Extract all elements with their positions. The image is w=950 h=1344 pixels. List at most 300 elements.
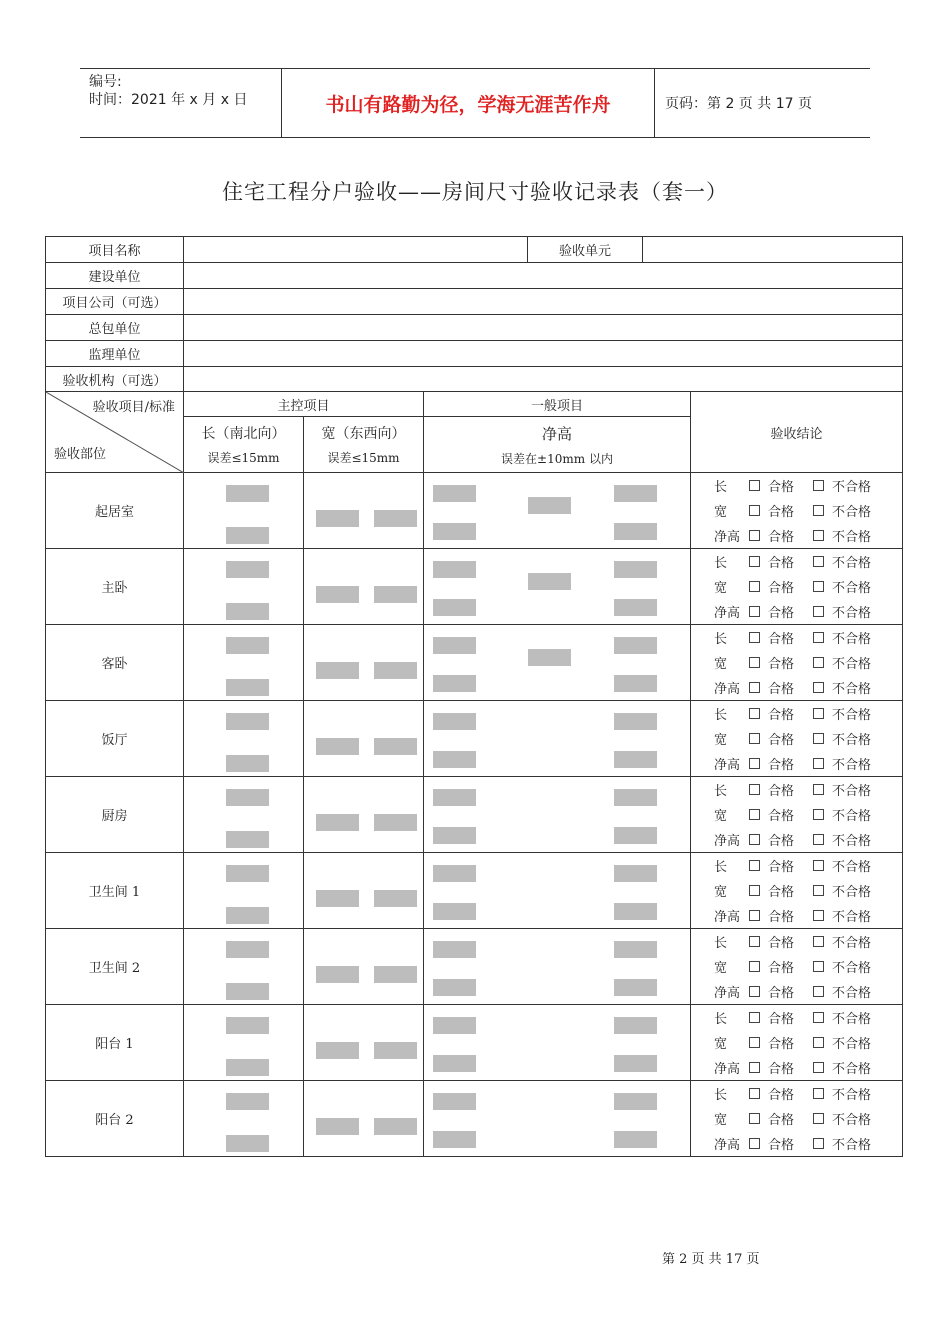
field-acceptance-unit[interactable] bbox=[643, 237, 903, 263]
measure-mark bbox=[614, 675, 657, 692]
width-cell[interactable] bbox=[304, 929, 424, 1005]
width-label: 宽（东西向） bbox=[321, 426, 406, 442]
conclusion-cell bbox=[691, 701, 903, 777]
code-label: 编号: bbox=[89, 74, 122, 90]
checkbox-icon[interactable] bbox=[813, 961, 824, 972]
fail-label: 不合格 bbox=[832, 682, 872, 697]
pass-label: 合格 bbox=[768, 1113, 795, 1128]
conclusion-cell bbox=[691, 625, 903, 701]
conclusion-row-height bbox=[691, 903, 902, 928]
fail-label: 不合格 bbox=[832, 505, 872, 520]
page-title: 住宅工程分户验收——房间尺寸验收记录表（套一） bbox=[222, 180, 728, 204]
pass-option[interactable] bbox=[749, 780, 813, 799]
conclusion-row-length bbox=[691, 1005, 902, 1030]
measure-mark bbox=[433, 865, 476, 882]
pass-option[interactable] bbox=[749, 729, 813, 748]
fail-label: 不合格 bbox=[832, 581, 872, 596]
length-cell[interactable] bbox=[184, 549, 304, 625]
conclusion-row-width bbox=[691, 1030, 902, 1055]
pass-option[interactable] bbox=[749, 704, 813, 723]
checkbox-icon[interactable] bbox=[749, 530, 760, 541]
room-rows bbox=[46, 473, 903, 1157]
conclusion-item-label: 宽 bbox=[714, 1037, 728, 1052]
height-cell[interactable] bbox=[424, 777, 691, 853]
checkbox-icon[interactable] bbox=[813, 530, 824, 541]
width-cell[interactable] bbox=[304, 1081, 424, 1157]
height-cell[interactable] bbox=[424, 625, 691, 701]
main-control-header: 主控项目 bbox=[184, 392, 424, 417]
conclusion-row-width bbox=[691, 574, 902, 599]
conclusion-item-label: 净高 bbox=[714, 682, 741, 697]
fail-option[interactable] bbox=[813, 906, 871, 925]
fail-label: 不合格 bbox=[832, 708, 872, 723]
measure-mark bbox=[433, 789, 476, 806]
checkbox-icon[interactable] bbox=[813, 910, 824, 921]
conclusion-row-width bbox=[691, 726, 902, 751]
checkbox-icon[interactable] bbox=[749, 708, 760, 719]
width-cell[interactable] bbox=[304, 549, 424, 625]
conclusion-cell bbox=[691, 929, 903, 1005]
checkbox-icon[interactable] bbox=[813, 480, 824, 491]
checkbox-icon[interactable] bbox=[749, 961, 760, 972]
measure-mark bbox=[316, 1042, 359, 1059]
checkbox-icon[interactable] bbox=[813, 682, 824, 693]
fail-option[interactable] bbox=[813, 1084, 871, 1103]
checkbox-icon[interactable] bbox=[749, 910, 760, 921]
pass-option[interactable] bbox=[749, 678, 813, 697]
pass-label: 合格 bbox=[768, 834, 795, 849]
fail-option[interactable] bbox=[813, 1134, 871, 1153]
length-cell[interactable] bbox=[184, 929, 304, 1005]
conclusion-item-label: 净高 bbox=[714, 606, 741, 621]
height-cell[interactable] bbox=[424, 549, 691, 625]
conclusion-item-label: 净高 bbox=[714, 910, 741, 925]
pass-option[interactable] bbox=[749, 1008, 813, 1027]
pass-label: 合格 bbox=[768, 860, 795, 875]
fail-option[interactable] bbox=[813, 754, 871, 773]
conclusion-item-label: 宽 bbox=[714, 961, 728, 976]
measure-mark bbox=[316, 814, 359, 831]
measure-mark bbox=[226, 637, 269, 654]
width-cell[interactable] bbox=[304, 1005, 424, 1081]
width-cell[interactable] bbox=[304, 701, 424, 777]
pass-label: 合格 bbox=[768, 682, 795, 697]
pass-label: 合格 bbox=[768, 733, 795, 748]
pass-label: 合格 bbox=[768, 784, 795, 799]
pass-label: 合格 bbox=[768, 910, 795, 925]
pass-label: 合格 bbox=[768, 1088, 795, 1103]
measure-mark bbox=[316, 586, 359, 603]
measure-mark bbox=[316, 1118, 359, 1135]
fail-option[interactable] bbox=[813, 881, 871, 900]
measure-mark bbox=[226, 527, 269, 544]
fail-label: 不合格 bbox=[832, 936, 872, 951]
measure-mark bbox=[614, 1017, 657, 1034]
document-header bbox=[80, 68, 870, 138]
length-cell[interactable] bbox=[184, 1081, 304, 1157]
checkbox-icon[interactable] bbox=[813, 657, 824, 668]
conclusion-row-height bbox=[691, 751, 902, 776]
conclusion-row-length bbox=[691, 853, 902, 878]
fail-option[interactable] bbox=[813, 653, 871, 672]
measure-mark bbox=[433, 1055, 476, 1072]
checkbox-icon[interactable] bbox=[813, 505, 824, 516]
conclusion-row-height bbox=[691, 675, 902, 700]
pass-option[interactable] bbox=[749, 1033, 813, 1052]
checkbox-icon[interactable] bbox=[749, 834, 760, 845]
room-name: 客卧 bbox=[46, 625, 184, 701]
measure-mark bbox=[528, 497, 571, 514]
pass-option[interactable] bbox=[749, 830, 813, 849]
pass-label: 合格 bbox=[768, 986, 795, 1001]
fail-option[interactable] bbox=[813, 552, 871, 571]
checkbox-icon[interactable] bbox=[813, 556, 824, 567]
pass-label: 合格 bbox=[768, 505, 795, 520]
checkbox-icon[interactable] bbox=[749, 986, 760, 997]
pass-label: 合格 bbox=[768, 632, 795, 647]
pass-label: 合格 bbox=[768, 1012, 795, 1027]
fail-option[interactable] bbox=[813, 476, 871, 495]
conclusion-row-width bbox=[691, 498, 902, 523]
checkbox-icon[interactable] bbox=[749, 657, 760, 668]
measure-mark bbox=[226, 561, 269, 578]
room-name: 卫生间 2 bbox=[46, 929, 184, 1005]
pass-option[interactable] bbox=[749, 501, 813, 520]
measure-mark bbox=[433, 1093, 476, 1110]
room-row bbox=[46, 625, 903, 701]
pass-label: 合格 bbox=[768, 1138, 795, 1153]
room-name: 饭厅 bbox=[46, 701, 184, 777]
pass-option[interactable] bbox=[749, 552, 813, 571]
header-motto: 书山有路勤为径，学海无涯苦作舟 bbox=[282, 69, 655, 137]
length-cell[interactable] bbox=[184, 701, 304, 777]
height-cell[interactable] bbox=[424, 701, 691, 777]
fail-option[interactable] bbox=[813, 780, 871, 799]
width-cell[interactable] bbox=[304, 777, 424, 853]
conclusion-item-label: 长 bbox=[714, 860, 728, 875]
checkbox-icon[interactable] bbox=[813, 758, 824, 769]
fail-option[interactable] bbox=[813, 982, 871, 1001]
measure-mark bbox=[226, 831, 269, 848]
checkbox-icon[interactable] bbox=[813, 581, 824, 592]
measure-mark bbox=[614, 561, 657, 578]
checkbox-icon[interactable] bbox=[813, 809, 824, 820]
diag-bottom-label: 验收部位 bbox=[54, 447, 107, 462]
checkbox-icon[interactable] bbox=[813, 885, 824, 896]
width-tolerance: 误差≤15mm bbox=[327, 451, 400, 465]
fail-option[interactable] bbox=[813, 957, 871, 976]
checkbox-icon[interactable] bbox=[749, 860, 760, 871]
checkbox-icon[interactable] bbox=[813, 733, 824, 744]
measure-mark bbox=[374, 890, 417, 907]
checkbox-icon[interactable] bbox=[749, 936, 760, 947]
fail-label: 不合格 bbox=[832, 834, 872, 849]
pass-option[interactable] bbox=[749, 602, 813, 621]
label-construction-unit: 建设单位 bbox=[46, 263, 184, 289]
length-cell[interactable] bbox=[184, 625, 304, 701]
checkbox-icon[interactable] bbox=[749, 809, 760, 820]
header-meta bbox=[80, 69, 282, 137]
measure-mark bbox=[433, 903, 476, 920]
checkbox-icon[interactable] bbox=[813, 860, 824, 871]
measure-mark bbox=[316, 966, 359, 983]
measure-mark bbox=[316, 662, 359, 679]
checkbox-icon[interactable] bbox=[813, 1037, 824, 1048]
conclusion-item-label: 长 bbox=[714, 480, 728, 495]
pass-option[interactable] bbox=[749, 1109, 813, 1128]
checkbox-icon[interactable] bbox=[749, 1138, 760, 1149]
height-cell[interactable] bbox=[424, 1005, 691, 1081]
checkbox-icon[interactable] bbox=[749, 1088, 760, 1099]
fail-option[interactable] bbox=[813, 1008, 871, 1027]
checkbox-icon[interactable] bbox=[813, 784, 824, 795]
length-cell[interactable] bbox=[184, 853, 304, 929]
fail-option[interactable] bbox=[813, 526, 871, 545]
checkbox-icon[interactable] bbox=[813, 936, 824, 947]
checkbox-icon[interactable] bbox=[749, 758, 760, 769]
length-label: 长（南北向） bbox=[201, 426, 286, 442]
measure-mark bbox=[433, 675, 476, 692]
measure-mark bbox=[226, 713, 269, 730]
checkbox-icon[interactable] bbox=[749, 784, 760, 795]
checkbox-icon[interactable] bbox=[749, 1062, 760, 1073]
height-header bbox=[424, 417, 691, 473]
checkbox-icon[interactable] bbox=[813, 708, 824, 719]
checkbox-icon[interactable] bbox=[749, 581, 760, 592]
fail-option[interactable] bbox=[813, 577, 871, 596]
checkbox-icon[interactable] bbox=[813, 1012, 824, 1023]
width-cell[interactable] bbox=[304, 625, 424, 701]
fail-label: 不合格 bbox=[832, 632, 872, 647]
conclusion-row-width bbox=[691, 878, 902, 903]
pass-option[interactable] bbox=[749, 957, 813, 976]
measure-mark bbox=[316, 890, 359, 907]
fail-option[interactable] bbox=[813, 1058, 871, 1077]
measure-mark bbox=[433, 979, 476, 996]
checkbox-icon[interactable] bbox=[813, 1088, 824, 1099]
label-supervision-unit: 监理单位 bbox=[46, 341, 184, 367]
fail-option[interactable] bbox=[813, 628, 871, 647]
pass-option[interactable] bbox=[749, 754, 813, 773]
room-name: 主卧 bbox=[46, 549, 184, 625]
height-cell[interactable] bbox=[424, 929, 691, 1005]
conclusion-item-label: 长 bbox=[714, 708, 728, 723]
checkbox-icon[interactable] bbox=[749, 1012, 760, 1023]
pass-label: 合格 bbox=[768, 885, 795, 900]
room-row bbox=[46, 853, 903, 929]
measure-mark bbox=[614, 1055, 657, 1072]
width-cell[interactable] bbox=[304, 473, 424, 549]
room-name: 厨房 bbox=[46, 777, 184, 853]
pass-label: 合格 bbox=[768, 606, 795, 621]
conclusion-row-width bbox=[691, 1106, 902, 1131]
conclusion-row-length bbox=[691, 777, 902, 802]
pass-option[interactable] bbox=[749, 476, 813, 495]
measure-mark bbox=[614, 1093, 657, 1110]
conclusion-row-length bbox=[691, 929, 902, 954]
height-cell[interactable] bbox=[424, 473, 691, 549]
conclusion-item-label: 长 bbox=[714, 1012, 728, 1027]
conclusion-row-width bbox=[691, 802, 902, 827]
conclusion-row-length bbox=[691, 1081, 902, 1106]
measure-mark bbox=[226, 983, 269, 1000]
measure-mark bbox=[433, 485, 476, 502]
measure-mark bbox=[528, 573, 571, 590]
measure-mark bbox=[528, 649, 571, 666]
conclusion-row-width bbox=[691, 954, 902, 979]
measure-mark bbox=[374, 1118, 417, 1135]
measure-mark bbox=[614, 789, 657, 806]
room-row bbox=[46, 1081, 903, 1157]
pass-label: 合格 bbox=[768, 961, 795, 976]
field-acceptance-org[interactable] bbox=[184, 367, 903, 392]
measure-mark bbox=[226, 789, 269, 806]
conclusion-item-label: 宽 bbox=[714, 1113, 728, 1128]
pass-option[interactable] bbox=[749, 1084, 813, 1103]
pass-option[interactable] bbox=[749, 526, 813, 545]
height-tolerance: 误差在±10mm 以内 bbox=[501, 451, 613, 466]
checkbox-icon[interactable] bbox=[749, 480, 760, 491]
pass-option[interactable] bbox=[749, 805, 813, 824]
conclusion-cell bbox=[691, 853, 903, 929]
checkbox-icon[interactable] bbox=[749, 885, 760, 896]
fail-option[interactable] bbox=[813, 805, 871, 824]
fail-label: 不合格 bbox=[832, 657, 872, 672]
measure-mark bbox=[226, 907, 269, 924]
field-construction-unit[interactable] bbox=[184, 263, 903, 289]
checkbox-icon[interactable] bbox=[813, 986, 824, 997]
measure-mark bbox=[226, 603, 269, 620]
pass-option[interactable] bbox=[749, 906, 813, 925]
field-project-name[interactable] bbox=[184, 237, 528, 263]
fail-label: 不合格 bbox=[832, 606, 872, 621]
fail-option[interactable] bbox=[813, 602, 871, 621]
checkbox-icon[interactable] bbox=[813, 1062, 824, 1073]
field-supervision-unit[interactable] bbox=[184, 341, 903, 367]
checkbox-icon[interactable] bbox=[813, 1113, 824, 1124]
header-page-label bbox=[665, 69, 870, 137]
fail-label: 不合格 bbox=[832, 860, 872, 875]
checkbox-icon[interactable] bbox=[813, 834, 824, 845]
checkbox-icon[interactable] bbox=[749, 632, 760, 643]
length-tolerance: 误差≤15mm bbox=[207, 451, 280, 465]
checkbox-icon[interactable] bbox=[749, 682, 760, 693]
pass-option[interactable] bbox=[749, 932, 813, 951]
room-row bbox=[46, 1005, 903, 1081]
conclusion-item-label: 净高 bbox=[714, 1138, 741, 1153]
checkbox-icon[interactable] bbox=[813, 632, 824, 643]
measure-mark bbox=[614, 865, 657, 882]
conclusion-item-label: 宽 bbox=[714, 657, 728, 672]
height-cell[interactable] bbox=[424, 853, 691, 929]
conclusion-item-label: 净高 bbox=[714, 1062, 741, 1077]
measure-mark bbox=[433, 561, 476, 578]
conclusion-row-height bbox=[691, 523, 902, 548]
checkbox-icon[interactable] bbox=[813, 606, 824, 617]
checkbox-icon[interactable] bbox=[749, 733, 760, 744]
field-project-company[interactable] bbox=[184, 289, 903, 315]
conclusion-item-label: 长 bbox=[714, 632, 728, 647]
measure-mark bbox=[614, 751, 657, 768]
room-row bbox=[46, 777, 903, 853]
measure-mark bbox=[374, 510, 417, 527]
fail-option[interactable] bbox=[813, 1033, 871, 1052]
conclusion-row-length bbox=[691, 701, 902, 726]
measure-mark bbox=[433, 523, 476, 540]
room-name: 卫生间 1 bbox=[46, 853, 184, 929]
checkbox-icon[interactable] bbox=[749, 1113, 760, 1124]
measure-mark bbox=[614, 979, 657, 996]
measure-mark bbox=[316, 510, 359, 527]
fail-label: 不合格 bbox=[832, 1088, 872, 1103]
field-general-contractor[interactable] bbox=[184, 315, 903, 341]
measure-mark bbox=[614, 713, 657, 730]
conclusion-cell bbox=[691, 777, 903, 853]
checkbox-icon[interactable] bbox=[749, 606, 760, 617]
fail-label: 不合格 bbox=[832, 1037, 872, 1052]
room-row bbox=[46, 929, 903, 1005]
label-project-company: 项目公司（可选） bbox=[46, 289, 184, 315]
fail-label: 不合格 bbox=[832, 480, 872, 495]
pass-option[interactable] bbox=[749, 653, 813, 672]
measure-mark bbox=[433, 941, 476, 958]
fail-option[interactable] bbox=[813, 830, 871, 849]
checkbox-icon[interactable] bbox=[749, 556, 760, 567]
height-label: 净高 bbox=[542, 424, 573, 443]
conclusion-row-width bbox=[691, 650, 902, 675]
width-cell[interactable] bbox=[304, 853, 424, 929]
fail-label: 不合格 bbox=[832, 556, 872, 571]
conclusion-row-length bbox=[691, 625, 902, 650]
fail-option[interactable] bbox=[813, 501, 871, 520]
length-cell[interactable] bbox=[184, 777, 304, 853]
length-cell[interactable] bbox=[184, 473, 304, 549]
checkbox-icon[interactable] bbox=[749, 1037, 760, 1048]
room-name: 阳台 1 bbox=[46, 1005, 184, 1081]
label-general-contractor: 总包单位 bbox=[46, 315, 184, 341]
fail-label: 不合格 bbox=[832, 885, 872, 900]
fail-option[interactable] bbox=[813, 678, 871, 697]
measure-mark bbox=[374, 966, 417, 983]
conclusion-cell bbox=[691, 549, 903, 625]
conclusion-item-label: 净高 bbox=[714, 758, 741, 773]
pass-option[interactable] bbox=[749, 577, 813, 596]
pass-option[interactable] bbox=[749, 1058, 813, 1077]
pass-option[interactable] bbox=[749, 982, 813, 1001]
fail-label: 不合格 bbox=[832, 1062, 872, 1077]
length-cell[interactable] bbox=[184, 1005, 304, 1081]
pass-option[interactable] bbox=[749, 628, 813, 647]
conclusion-item-label: 长 bbox=[714, 784, 728, 799]
fail-option[interactable] bbox=[813, 856, 871, 875]
footer-page-number: 第 2 页 共 17 页 bbox=[662, 1252, 760, 1267]
pass-label: 合格 bbox=[768, 936, 795, 951]
checkbox-icon[interactable] bbox=[813, 1138, 824, 1149]
fail-option[interactable] bbox=[813, 704, 871, 723]
pass-option[interactable] bbox=[749, 881, 813, 900]
checkbox-icon[interactable] bbox=[749, 505, 760, 516]
pass-option[interactable] bbox=[749, 1134, 813, 1153]
fail-option[interactable] bbox=[813, 932, 871, 951]
measure-mark bbox=[226, 1017, 269, 1034]
pass-option[interactable] bbox=[749, 856, 813, 875]
fail-option[interactable] bbox=[813, 729, 871, 748]
pass-label: 合格 bbox=[768, 530, 795, 545]
height-cell[interactable] bbox=[424, 1081, 691, 1157]
pass-label: 合格 bbox=[768, 1062, 795, 1077]
room-name: 阳台 2 bbox=[46, 1081, 184, 1157]
fail-option[interactable] bbox=[813, 1109, 871, 1128]
